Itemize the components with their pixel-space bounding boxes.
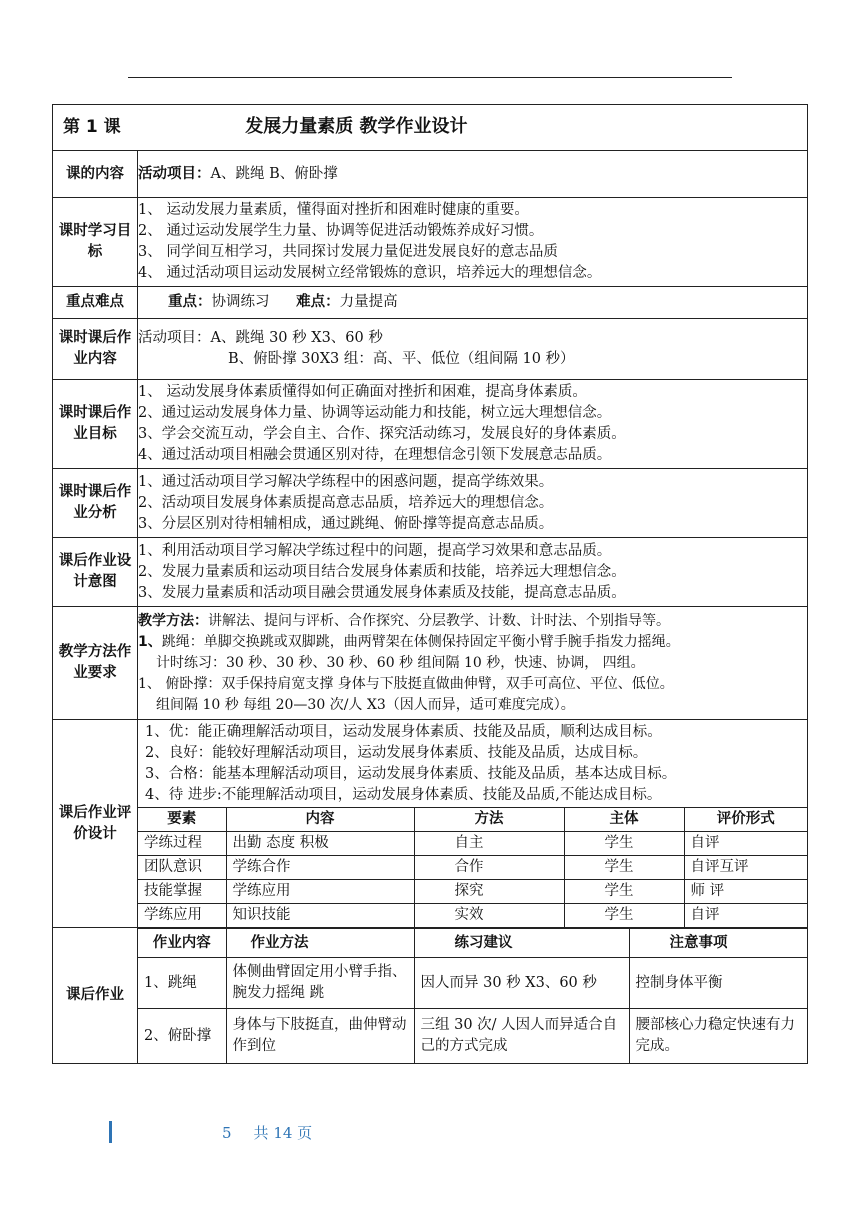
evaluation-line: 1、优：能正确理解活动项目，运动发展身体素质、技能及品质，顺利达成目标。 [145,724,662,740]
homework-cell [138,928,808,1064]
eval-cell: 实效 [414,904,564,928]
eval-cell: 团队意识 [138,856,226,880]
design-intent-line: 3、发展力量素质和活动项目融会贯通发展身体素质及技能，提高意志品质。 [138,584,626,601]
evaluation-table [138,807,807,927]
eval-cell: 自评互评 [684,856,807,880]
difficulty-label: 难点： [296,294,340,310]
row-content [53,151,808,198]
table-row [138,880,807,904]
objectives-cell [138,198,808,287]
row-homework [53,928,808,1064]
eval-cell: 自主 [414,832,564,856]
eval-cell: 自评 [684,904,807,928]
content-cell [138,151,808,198]
header-rule [128,77,732,78]
page-number: 5 [222,1124,232,1142]
eval-header: 方法 [414,808,564,832]
label-evaluation: 课后作业评价设计 [53,720,138,928]
table-row [138,856,807,880]
label-hw-content: 课时课后作业内容 [53,319,138,380]
hw-goal-line: 1、 运动发展身体素质懂得如何正确面对挫折和困难，提高身体素质。 [138,384,587,400]
label-design-intent: 课后作业设计意图 [53,538,138,607]
eval-cell: 学生 [564,856,684,880]
hw-goal-line: 3、学会交流互动，学会自主、合作、探究活动练习，发展良好的身体素质。 [138,426,626,442]
row-evaluation [53,720,808,928]
hw-cell: 体侧曲臂固定用小臂手指、腕发力摇绳 跳 [226,958,414,1009]
title-cell [53,105,808,151]
eval-cell: 自评 [684,832,807,856]
design-intent-cell [138,538,808,607]
table-row [138,1009,807,1064]
row-hw-analysis [53,469,808,538]
label-homework: 课后作业 [53,928,138,1064]
objective-line: 2、 通过运动发展学生力量、协调等促进活动锻炼养成好习惯。 [138,223,544,239]
row-hw-content [53,319,808,380]
hw-header: 作业方法 [226,929,414,958]
hw-content-line: 活动项目：A、跳绳 30 秒 X3、60 秒 [138,330,383,346]
table-row [138,832,807,856]
hw-cell: 控制身体平衡 [629,958,807,1009]
hw-analysis-line: 2、活动项目发展身体素质提高意志品质，培养远大的理想信念。 [138,494,554,511]
eval-header: 要素 [138,808,226,832]
difficulty-text: 力量提高 [339,294,398,310]
rope-timing: 计时练习：30 秒、30 秒、30 秒、60 秒 组间隔 10 秒，快速、协调， 四组。 [156,654,645,671]
methods-text: 讲解法、提问与评析、合作探究、分层教学、计数、计时法、个别指导等。 [208,612,670,629]
label-content: 课的内容 [53,151,138,198]
evaluation-line: 2、良好：能较好理解活动项目，运动发展身体素质、技能及品质，达成目标。 [145,745,648,761]
row-design-intent [53,538,808,607]
methods-cell [138,607,808,720]
key-text: 协调练习 [211,294,270,310]
eval-cell: 学生 [564,880,684,904]
hw-header: 练习建议 [414,929,629,958]
evaluation-line: 4、待 进步:不能理解活动项目，运动发展身体素质、技能及品质,不能达成目标。 [145,787,662,803]
eval-cell: 学练应用 [226,880,414,904]
design-intent-line: 1、利用活动项目学习解决学练过程中的问题，提高学习效果和意志品质。 [138,542,612,559]
eval-cell: 合作 [414,856,564,880]
hw-goal-line: 4、通过活动项目相融会贯通区别对待，在理想信念引领下发展意志品质。 [138,447,612,463]
hw-analysis-line: 3、分层区别对待相辅相成，通过跳绳、俯卧撑等提高意志品质。 [138,515,554,532]
label-methods: 教学方法作业要求 [53,607,138,720]
eval-header: 评价形式 [684,808,807,832]
eval-cell: 学生 [564,904,684,928]
homework-header-row [138,929,807,958]
pushup-text: 1、 俯卧撑：双手保持肩宽支撑 身体与下肢挺直做曲伸臂，双手可高位、平位、低位。 [138,675,674,692]
row-methods [53,607,808,720]
eval-cell: 学练合作 [226,856,414,880]
hw-header: 作业内容 [138,929,226,958]
eval-cell: 师 评 [684,880,807,904]
hw-cell: 身体与下肢挺直，曲伸臂动作到位 [226,1009,414,1064]
key-label: 重点： [168,294,212,310]
hw-analysis-cell [138,469,808,538]
hw-content-line: B、俯卧撑 30X3 组：高、平、低位（组间隔 10 秒） [228,351,575,367]
eval-cell: 学练应用 [138,904,226,928]
hw-cell: 1、跳绳 [138,958,226,1009]
hw-cell: 因人而异 30 秒 X3、60 秒 [414,958,629,1009]
lesson-plan-table [52,104,808,1064]
label-objectives: 课时学习目标 [53,198,138,287]
eval-cell: 知识技能 [226,904,414,928]
pushup-sets: 组间隔 10 秒 每组 20—30 次/人 X3（因人而异，适可难度完成）。 [156,696,575,713]
row-key-points [53,287,808,319]
eval-cell: 出勤 态度 积极 [226,832,414,856]
table-row [138,904,807,928]
objective-line: 3、 同学间互相学习，共同探讨发展力量促进发展良好的意志品质 [138,244,558,260]
label-hw-analysis: 课时课后作业分析 [53,469,138,538]
row-hw-goals [53,380,808,469]
hw-cell: 三组 30 次/ 人因人而异适合自己的方式完成 [414,1009,629,1064]
hw-goal-line: 2、通过运动发展身体力量、协调等运动能力和技能，树立远大理想信念。 [138,405,612,421]
eval-header: 内容 [226,808,414,832]
evaluation-line: 3、合格：能基本理解活动项目，运动发展身体素质、技能及品质，基本达成目标。 [145,766,677,782]
homework-table [138,928,807,1063]
table-row [138,958,807,1009]
label-hw-goals: 课时课后作业目标 [53,380,138,469]
page-total: 共 14 页 [253,1124,313,1142]
objective-line: 1、 运动发展力量素质，懂得面对挫折和困难时健康的重要。 [138,202,529,218]
eval-header: 主体 [564,808,684,832]
hw-content-cell [138,319,808,380]
row-objectives [53,198,808,287]
eval-cell: 探究 [414,880,564,904]
evaluation-header-row [138,808,807,832]
design-intent-line: 2、发展力量素质和运动项目结合发展身体素质和技能，培养远大理想信念。 [138,563,626,580]
hw-goals-cell [138,380,808,469]
page-title: 发展力量素质 教学作业设计 [245,116,468,137]
hw-analysis-line: 1、通过活动项目学习解决学练程中的困惑问题，提高学练效果。 [138,473,554,490]
key-points-cell [138,287,808,319]
hw-cell: 腰部核心力稳定快速有力完成。 [629,1009,807,1064]
label-key-points: 重点难点 [53,287,138,319]
content-text: A、跳绳 B、俯卧撑 [210,165,338,182]
eval-cell: 技能掌握 [138,880,226,904]
evaluation-cell [138,720,808,928]
objective-line: 4、 通过活动项目运动发展树立经常锻炼的意识，培养远大的理想信念。 [138,265,602,281]
rope-text: 跳绳：单脚交换跳或双脚跳，曲两臂架在体侧保持固定平衡小臂手腕手指发力摇绳。 [161,633,680,650]
rope-label: 1、 [138,633,162,650]
footer-accent-bar [109,1121,112,1143]
eval-cell: 学练过程 [138,832,226,856]
title-row [53,105,808,151]
eval-cell: 学生 [564,832,684,856]
page-footer [222,1122,334,1143]
hw-cell: 2、俯卧撑 [138,1009,226,1064]
lesson-number: 第 1 课 [63,117,121,137]
methods-label: 教学方法： [138,612,208,629]
content-prefix: 活动项目： [138,165,211,182]
hw-header: 注意事项 [629,929,807,958]
